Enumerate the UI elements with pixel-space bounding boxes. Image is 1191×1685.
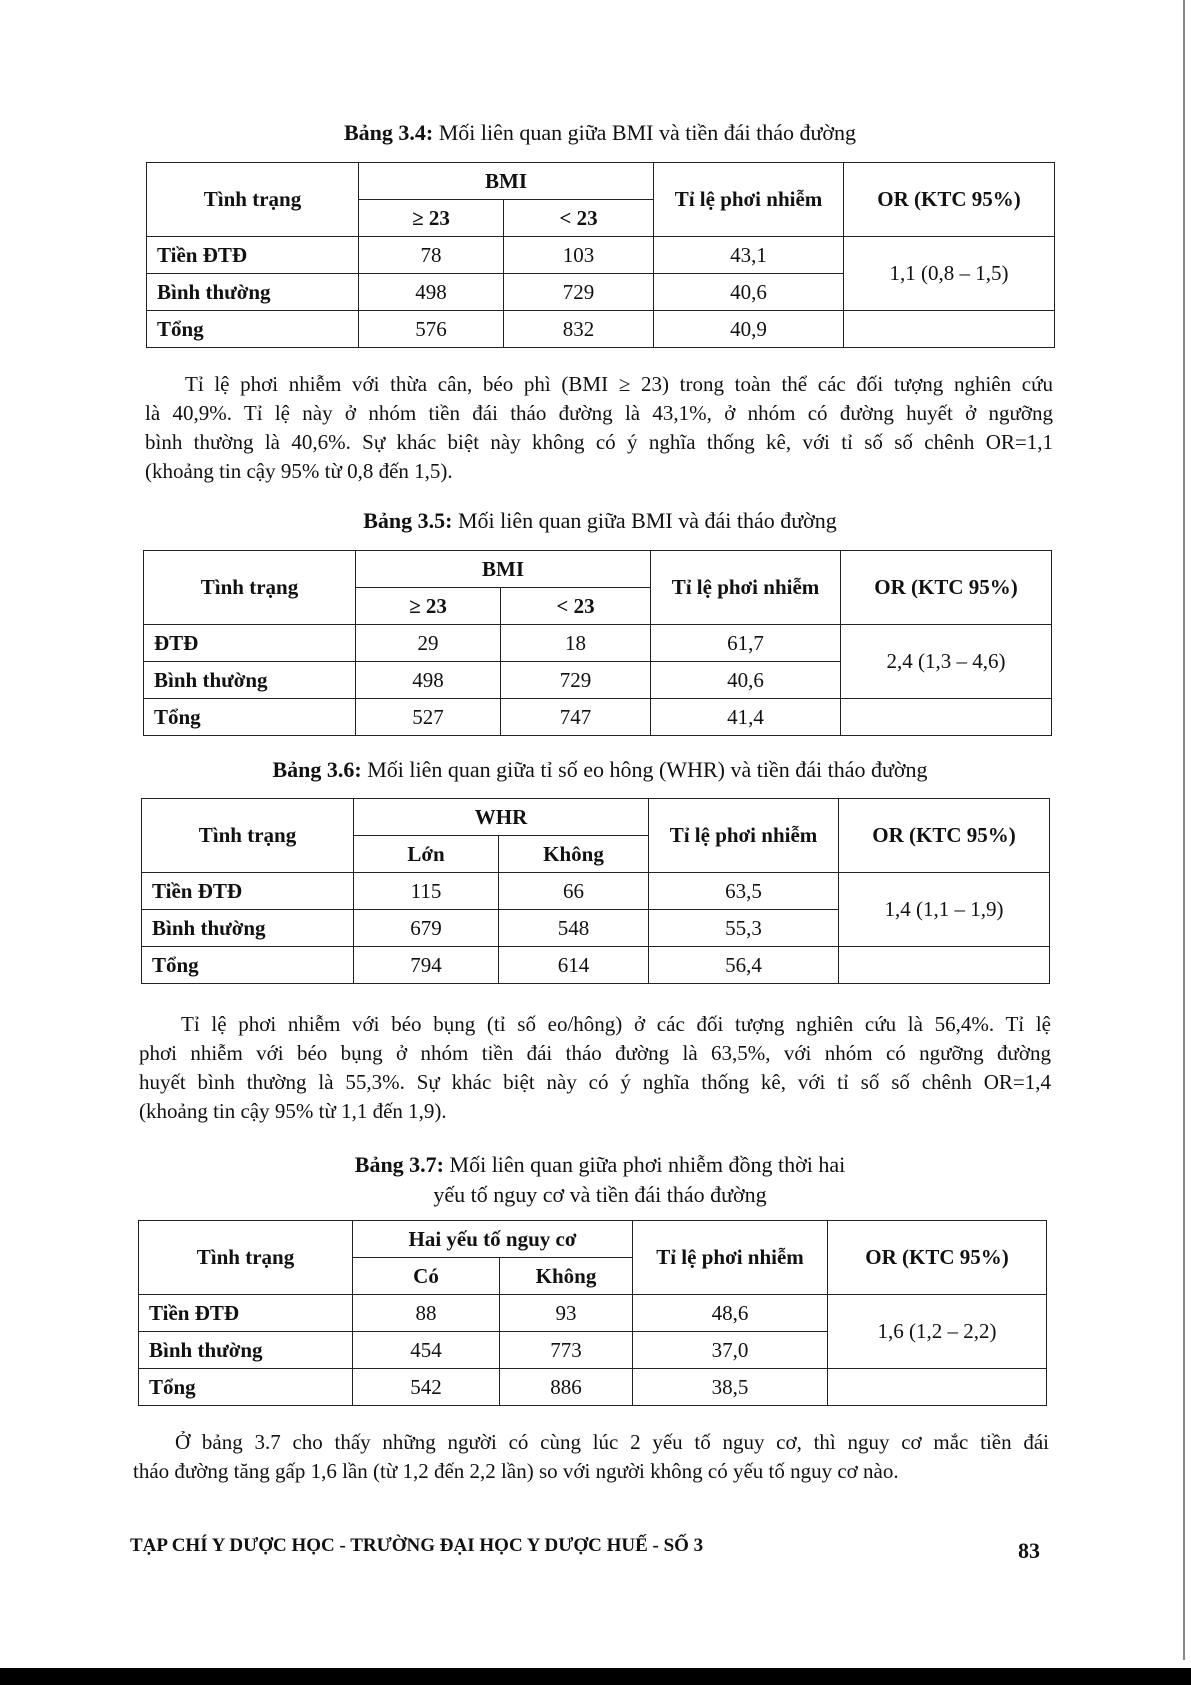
- para-line: tháo đường tăng gấp 1,6 lần (từ 1,2 đến 2,2 lần) so với người không có yếu tố nguy cơ nào.: [133, 1459, 899, 1483]
- header-col1: Có: [353, 1258, 500, 1295]
- scan-edge-line: [1183, 0, 1185, 1660]
- paragraph-3: [133, 1428, 1049, 1486]
- table-row: [139, 1295, 1047, 1332]
- row-label: Tổng: [139, 1369, 353, 1406]
- header-status: Tình trạng: [147, 163, 359, 237]
- table-3-4-caption: [300, 120, 900, 146]
- cell-empty: [844, 311, 1055, 348]
- header-or: OR (KTC 95%): [828, 1221, 1047, 1295]
- header-rate: Tỉ lệ phơi nhiễm: [649, 799, 839, 873]
- para-line: (khoảng tin cậy 95% từ 0,8 đến 1,5).: [145, 459, 453, 483]
- header-col2: Không: [500, 1258, 633, 1295]
- header-col2: Không: [499, 836, 649, 873]
- para-line: bình thường là 40,6%. Sự khác biệt này không có ý nghĩa thống kê, với tỉ số số chênh OR=1,1: [145, 430, 1053, 454]
- cell-or: 2,4 (1,3 – 4,6): [841, 625, 1052, 699]
- cell-col2: 548: [499, 910, 649, 947]
- table-3-5-caption: [300, 508, 900, 534]
- cell-col2: 614: [499, 947, 649, 984]
- header-group: Hai yếu tố nguy cơ: [353, 1221, 633, 1258]
- table-3-4: [146, 162, 1055, 348]
- cell-rate: 43,1: [654, 237, 844, 274]
- cell-col2: 747: [501, 699, 651, 736]
- row-label: Tổng: [147, 311, 359, 348]
- cell-col1: 794: [354, 947, 499, 984]
- para-line: huyết bình thường là 55,3%. Sự khác biệt này có ý nghĩa thống kê, với tỉ số số chênh OR=1,4: [139, 1070, 1051, 1094]
- scan-bottom-bar: [0, 1668, 1191, 1685]
- header-or: OR (KTC 95%): [839, 799, 1050, 873]
- caption-text: Mối liên quan giữa BMI và tiền đái tháo đường: [438, 120, 857, 145]
- cell-col1: 576: [359, 311, 504, 348]
- para-line: Tỉ lệ phơi nhiễm với thừa cân, béo phì (BMI ≥ 23) trong toàn thể các đối tượng nghiên cứu: [185, 372, 1053, 396]
- cell-col1: 542: [353, 1369, 500, 1406]
- row-label: Tổng: [142, 947, 354, 984]
- header-or: OR (KTC 95%): [841, 551, 1052, 625]
- cell-col1: 115: [354, 873, 499, 910]
- para-line: phơi nhiễm với béo bụng ở nhóm tiền đái tháo đường là 63,5%, với nhóm có ngưỡng đường: [139, 1041, 1051, 1065]
- cell-col2: 18: [501, 625, 651, 662]
- caption-line-2: yếu tố nguy cơ và tiền đái tháo đường: [433, 1182, 767, 1207]
- header-col2: < 23: [504, 200, 654, 237]
- cell-or: 1,1 (0,8 – 1,5): [844, 237, 1055, 311]
- cell-col1: 498: [356, 662, 501, 699]
- cell-empty: [839, 947, 1050, 984]
- table-3-7: [138, 1220, 1047, 1406]
- header-status: Tình trạng: [144, 551, 356, 625]
- table-3-5: [143, 550, 1052, 736]
- para-line: là 40,9%. Tỉ lệ này ở nhóm tiền đái tháo đường là 43,1%, ở nhóm có đường huyết ở ngưỡng: [145, 401, 1053, 425]
- cell-col2: 729: [501, 662, 651, 699]
- caption-line-1: [250, 1150, 950, 1180]
- row-label: Tổng: [144, 699, 356, 736]
- cell-col2: 103: [504, 237, 654, 274]
- row-label: Tiền ĐTĐ: [147, 237, 359, 274]
- cell-or: 1,6 (1,2 – 2,2): [828, 1295, 1047, 1369]
- cell-col1: 78: [359, 237, 504, 274]
- table-3-6: [141, 798, 1050, 984]
- cell-or: 1,4 (1,1 – 1,9): [839, 873, 1050, 947]
- header-or: OR (KTC 95%): [844, 163, 1055, 237]
- table-row: [142, 873, 1050, 910]
- table-row: [142, 947, 1050, 984]
- row-label: Bình thường: [139, 1332, 353, 1369]
- cell-col2: 886: [500, 1369, 633, 1406]
- cell-empty: [841, 699, 1052, 736]
- caption-text: Mối liên quan giữa phơi nhiễm đồng thời hai: [449, 1152, 846, 1177]
- cell-col1: 29: [356, 625, 501, 662]
- cell-col2: 66: [499, 873, 649, 910]
- cell-rate: 41,4: [651, 699, 841, 736]
- header-group: BMI: [359, 163, 654, 200]
- row-label: ĐTĐ: [144, 625, 356, 662]
- cell-col1: 498: [359, 274, 504, 311]
- paragraph-1: [145, 370, 1053, 486]
- table-row: [147, 311, 1055, 348]
- row-label: Bình thường: [142, 910, 354, 947]
- cell-rate: 40,6: [654, 274, 844, 311]
- cell-empty: [828, 1369, 1047, 1406]
- caption-label: Bảng 3.7:: [354, 1152, 445, 1177]
- header-group: WHR: [354, 799, 649, 836]
- page-number: 83: [1018, 1538, 1040, 1563]
- header-status: Tình trạng: [142, 799, 354, 873]
- cell-col1: 88: [353, 1295, 500, 1332]
- cell-col1: 527: [356, 699, 501, 736]
- para-line: Ở bảng 3.7 cho thấy những người có cùng lúc 2 yếu tố nguy cơ, thì nguy cơ mắc tiền đái: [175, 1430, 1049, 1454]
- header-status: Tình trạng: [139, 1221, 353, 1295]
- caption-text: Mối liên quan giữa BMI và đái tháo đường: [457, 508, 837, 533]
- table-3-7-caption: [250, 1150, 950, 1210]
- cell-rate: 40,9: [654, 311, 844, 348]
- header-rate: Tỉ lệ phơi nhiễm: [633, 1221, 828, 1295]
- table-3-6-caption: [200, 757, 1000, 783]
- cell-col2: 729: [504, 274, 654, 311]
- table-row: [144, 699, 1052, 736]
- cell-rate: 61,7: [651, 625, 841, 662]
- cell-col1: 679: [354, 910, 499, 947]
- table-row: [139, 1369, 1047, 1406]
- cell-rate: 38,5: [633, 1369, 828, 1406]
- journal-footer: TẠP CHÍ Y DƯỢC HỌC - TRƯỜNG ĐẠI HỌC Y DƯỢC HUẾ - SỐ 3: [130, 1535, 704, 1556]
- cell-rate: 63,5: [649, 873, 839, 910]
- row-label: Tiền ĐTĐ: [139, 1295, 353, 1332]
- caption-text: Mối liên quan giữa tỉ số eo hông (WHR) và tiền đái tháo đường: [367, 757, 928, 782]
- cell-rate: 37,0: [633, 1332, 828, 1369]
- para-line: Tỉ lệ phơi nhiễm với béo bụng (tỉ số eo/hông) ở các đối tượng nghiên cứu là 56,4%. Tỉ lệ: [181, 1012, 1051, 1036]
- table-row: [144, 625, 1052, 662]
- cell-rate: 56,4: [649, 947, 839, 984]
- caption-label: Bảng 3.6:: [272, 757, 362, 782]
- cell-col2: 832: [504, 311, 654, 348]
- row-label: Bình thường: [144, 662, 356, 699]
- para-line: (khoảng tin cậy 95% từ 1,1 đến 1,9).: [139, 1099, 447, 1123]
- row-label: Bình thường: [147, 274, 359, 311]
- cell-col2: 93: [500, 1295, 633, 1332]
- header-col1: ≥ 23: [356, 588, 501, 625]
- header-group: BMI: [356, 551, 651, 588]
- header-col2: < 23: [501, 588, 651, 625]
- caption-label: Bảng 3.4:: [343, 120, 434, 145]
- header-rate: Tỉ lệ phơi nhiễm: [654, 163, 844, 237]
- header-rate: Tỉ lệ phơi nhiễm: [651, 551, 841, 625]
- paragraph-2: [139, 1010, 1051, 1126]
- cell-rate: 48,6: [633, 1295, 828, 1332]
- row-label: Tiền ĐTĐ: [142, 873, 354, 910]
- cell-col1: 454: [353, 1332, 500, 1369]
- cell-rate: 55,3: [649, 910, 839, 947]
- header-col1: Lớn: [354, 836, 499, 873]
- cell-col2: 773: [500, 1332, 633, 1369]
- cell-rate: 40,6: [651, 662, 841, 699]
- header-col1: ≥ 23: [359, 200, 504, 237]
- caption-label: Bảng 3.5:: [363, 508, 453, 533]
- table-row: [147, 237, 1055, 274]
